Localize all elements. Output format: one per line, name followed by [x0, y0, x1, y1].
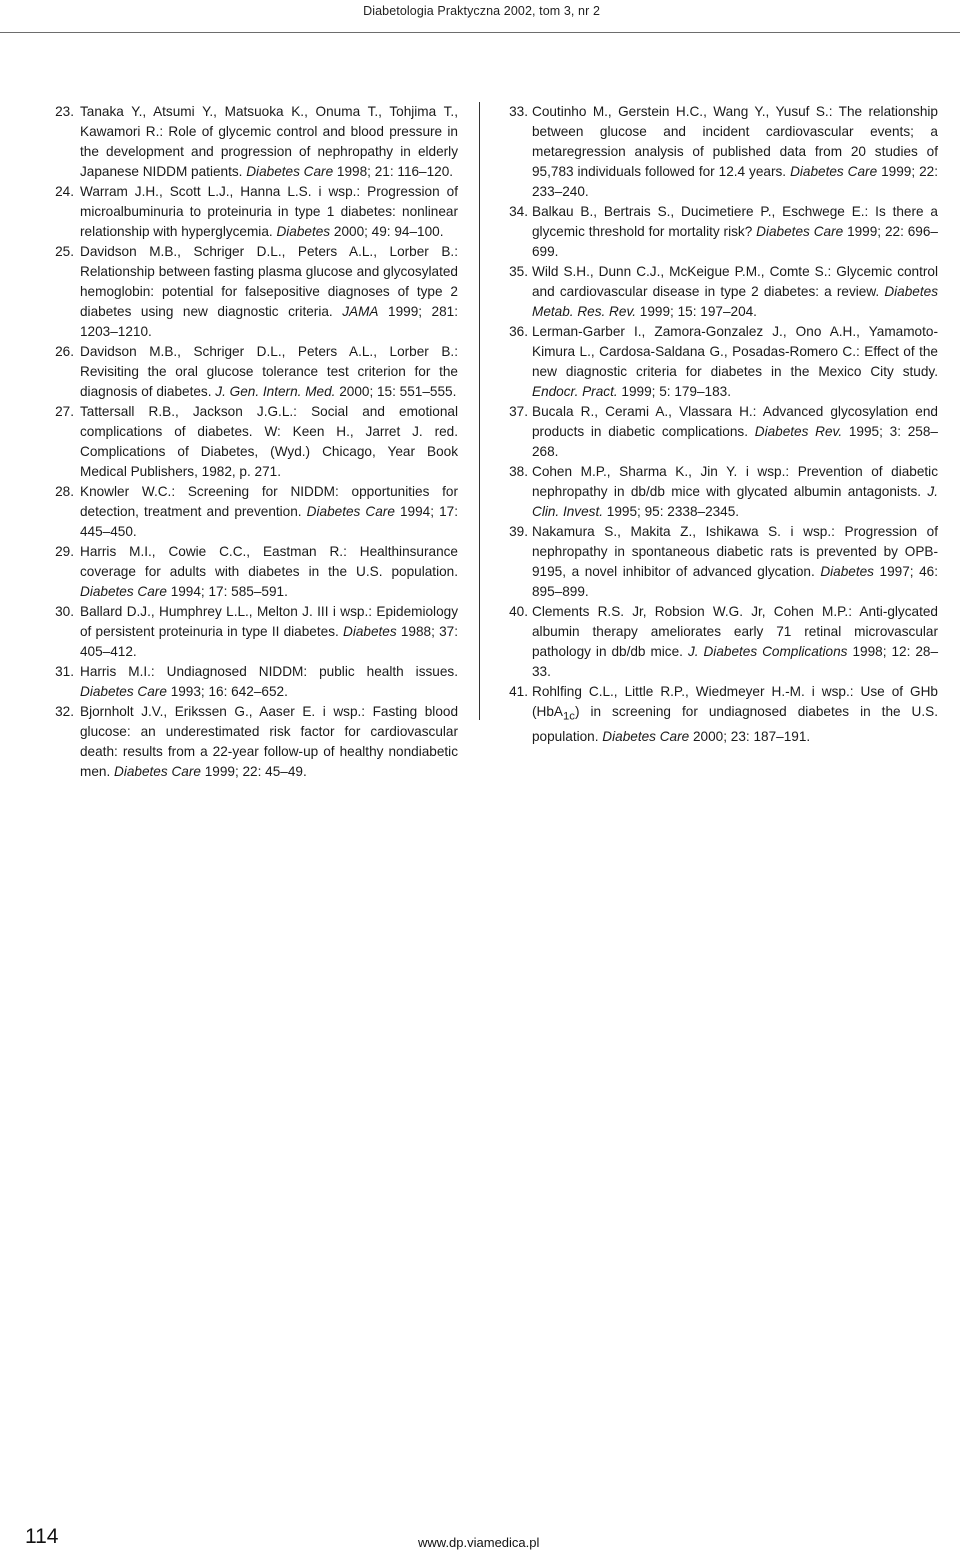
reference-item: 30. Ballard D.J., Humphrey L.L., Melton J. III i wsp.: Epidemiology of persistent proteinuria in type II diabetes. Diabetes 1988; 37: 405–412. — [55, 604, 459, 659]
reference-item: 26. Davidson M.B., Schriger D.L., Peters A.L., Lorber B.: Revisiting the oral glucose tolerance test criterion for the diagnosis of diabetes. J. Gen. Intern. Med. 2000; 15: 551–555. — [55, 344, 458, 399]
reference-item: 34. Balkau B., Bertrais S., Ducimetiere P., Eschwege E.: Is there a glycemic threshold for mortality risk? Diabetes Care 1999; 22: 696–699. — [509, 204, 938, 259]
reference-item: 37. Bucala R., Cerami A., Vlassara H.: Advanced glycosylation end products in diabetic complications. Diabetes Rev. 1995; 3: 258–268. — [509, 404, 938, 459]
reference-item: 33. Coutinho M., Gerstein H.C., Wang Y., Yusuf S.: The relationship between glucose and incident cardiovascular events; a metaregression analysis of published data from 20 studies of 95,783 individuals followed for 12.4 years. Diabetes Care 1999; 22: 233–240. — [509, 104, 939, 199]
footer-url: www.dp.viamedica.pl — [418, 1535, 540, 1550]
column-divider — [479, 102, 480, 720]
reference-item: 39. Nakamura S., Makita Z., Ishikawa S. i wsp.: Progression of nephropathy in spontaneous diabetic rats is prevented by OPB-9195, a novel inhibitor of advanced glycation. Diabetes 1997; 46: 895–899. — [509, 524, 939, 599]
page-number: 114 — [25, 1525, 59, 1548]
reference-item: 27. Tattersall R.B., Jackson J.G.L.: Social and emotional complications of diabetes. W: Keen H., Jarret J. red. Complications of Diabetes, (Wyd.) Chicago, Year Book Medical Publishers, 1982, p. 271. — [55, 404, 458, 479]
running-header — [0, 4, 960, 33]
journal-running-title: Diabetologia Praktyczna 2002, tom 3, nr 2 — [363, 4, 600, 18]
reference-item: 36. Lerman-Garber I., Zamora-Gonzalez J., Ono A.H., Yamamoto-Kimura L., Cardosa-Saldana G., Posadas-Romero C.: Effect of the new diagnostic criteria for diabetes in the Mexico City study. Endocr. Pract. 1999; 5: 179–183. — [509, 324, 938, 399]
reference-item: 35. Wild S.H., Dunn C.J., McKeigue P.M., Comte S.: Glycemic control and cardiovascular disease in type 2 diabetes: a review. Diabetes Metab. Res. Rev. 1999; 15: 197–204. — [509, 264, 938, 319]
reference-item: 41. Rohlfing C.L., Little R.P., Wiedmeyer H.-M. i wsp.: Use of GHb (HbA$_{1c}$) in screening for undiagnosed diabetes in the U.S. population. Diabetes Care 2000; 23: 187–191. — [509, 684, 938, 744]
reference-item: 40. Clements R.S. Jr, Robsion W.G. Jr, Cohen M.P.: Anti-glycated albumin therapy ameliorates early 71 retinal microvascular pathology in db/db mice. J. Diabetes Complications 1998; 12: 28–33. — [509, 604, 939, 679]
reference-item: 24. Warram J.H., Scott L.J., Hanna L.S. i wsp.: Progression of microalbuminuria to proteinuria in type 1 diabetes: nonlinear relationship with hyperglycemia. Diabetes 2000; 49: 94–100. — [55, 184, 458, 239]
reference-item: 29. Harris M.I., Cowie C.C., Eastman R.: Healthinsurance coverage for adults with diabetes in the U.S. population. Diabetes Care 1994; 17: 585–591. — [55, 544, 458, 599]
references-right-column — [510, 102, 938, 747]
reference-item: 31. Harris M.I.: Undiagnosed NIDDM: public health issues. Diabetes Care 1993; 16: 642–652. — [55, 664, 458, 699]
reference-item: 38. Cohen M.P., Sharma K., Jin Y. i wsp.: Prevention of diabetic nephropathy in db/db mice with glycated albumin antagonists. J. Clin. Invest. 1995; 95: 2338–2345. — [509, 464, 938, 519]
reference-item: 25. Davidson M.B., Schriger D.L., Peters A.L., Lorber B.: Relationship between fasting plasma glucose and glycosylated hemoglobin: potential for falsepositive diagnoses of type 2 diabetes using new diagnostic criteria. JAMA 1999; 281: 1203–1210. — [55, 244, 459, 339]
reference-item: 28. Knowler W.C.: Screening for NIDDM: opportunities for detection, treatment and prevention. Diabetes Care 1994; 17: 445–450. — [55, 484, 458, 539]
references-left-column — [55, 102, 459, 782]
reference-item: 32. Bjornholt J.V., Erikssen G., Aaser E. i wsp.: Fasting blood glucose: an underestimated risk factor for cardiovascular death: results from a 22-year follow-up of healthy nondiabetic men. Diabetes Care 1999; 22: 45–49. — [55, 704, 458, 779]
reference-item: 23. Tanaka Y., Atsumi Y., Matsuoka K., Onuma T., Tohjima T., Kawamori R.: Role of glycemic control and blood pressure in the development and progression of nephropathy in elderly Japanese NIDDM patients. Diabetes Care 1998; 21: 116–120. — [55, 104, 458, 179]
